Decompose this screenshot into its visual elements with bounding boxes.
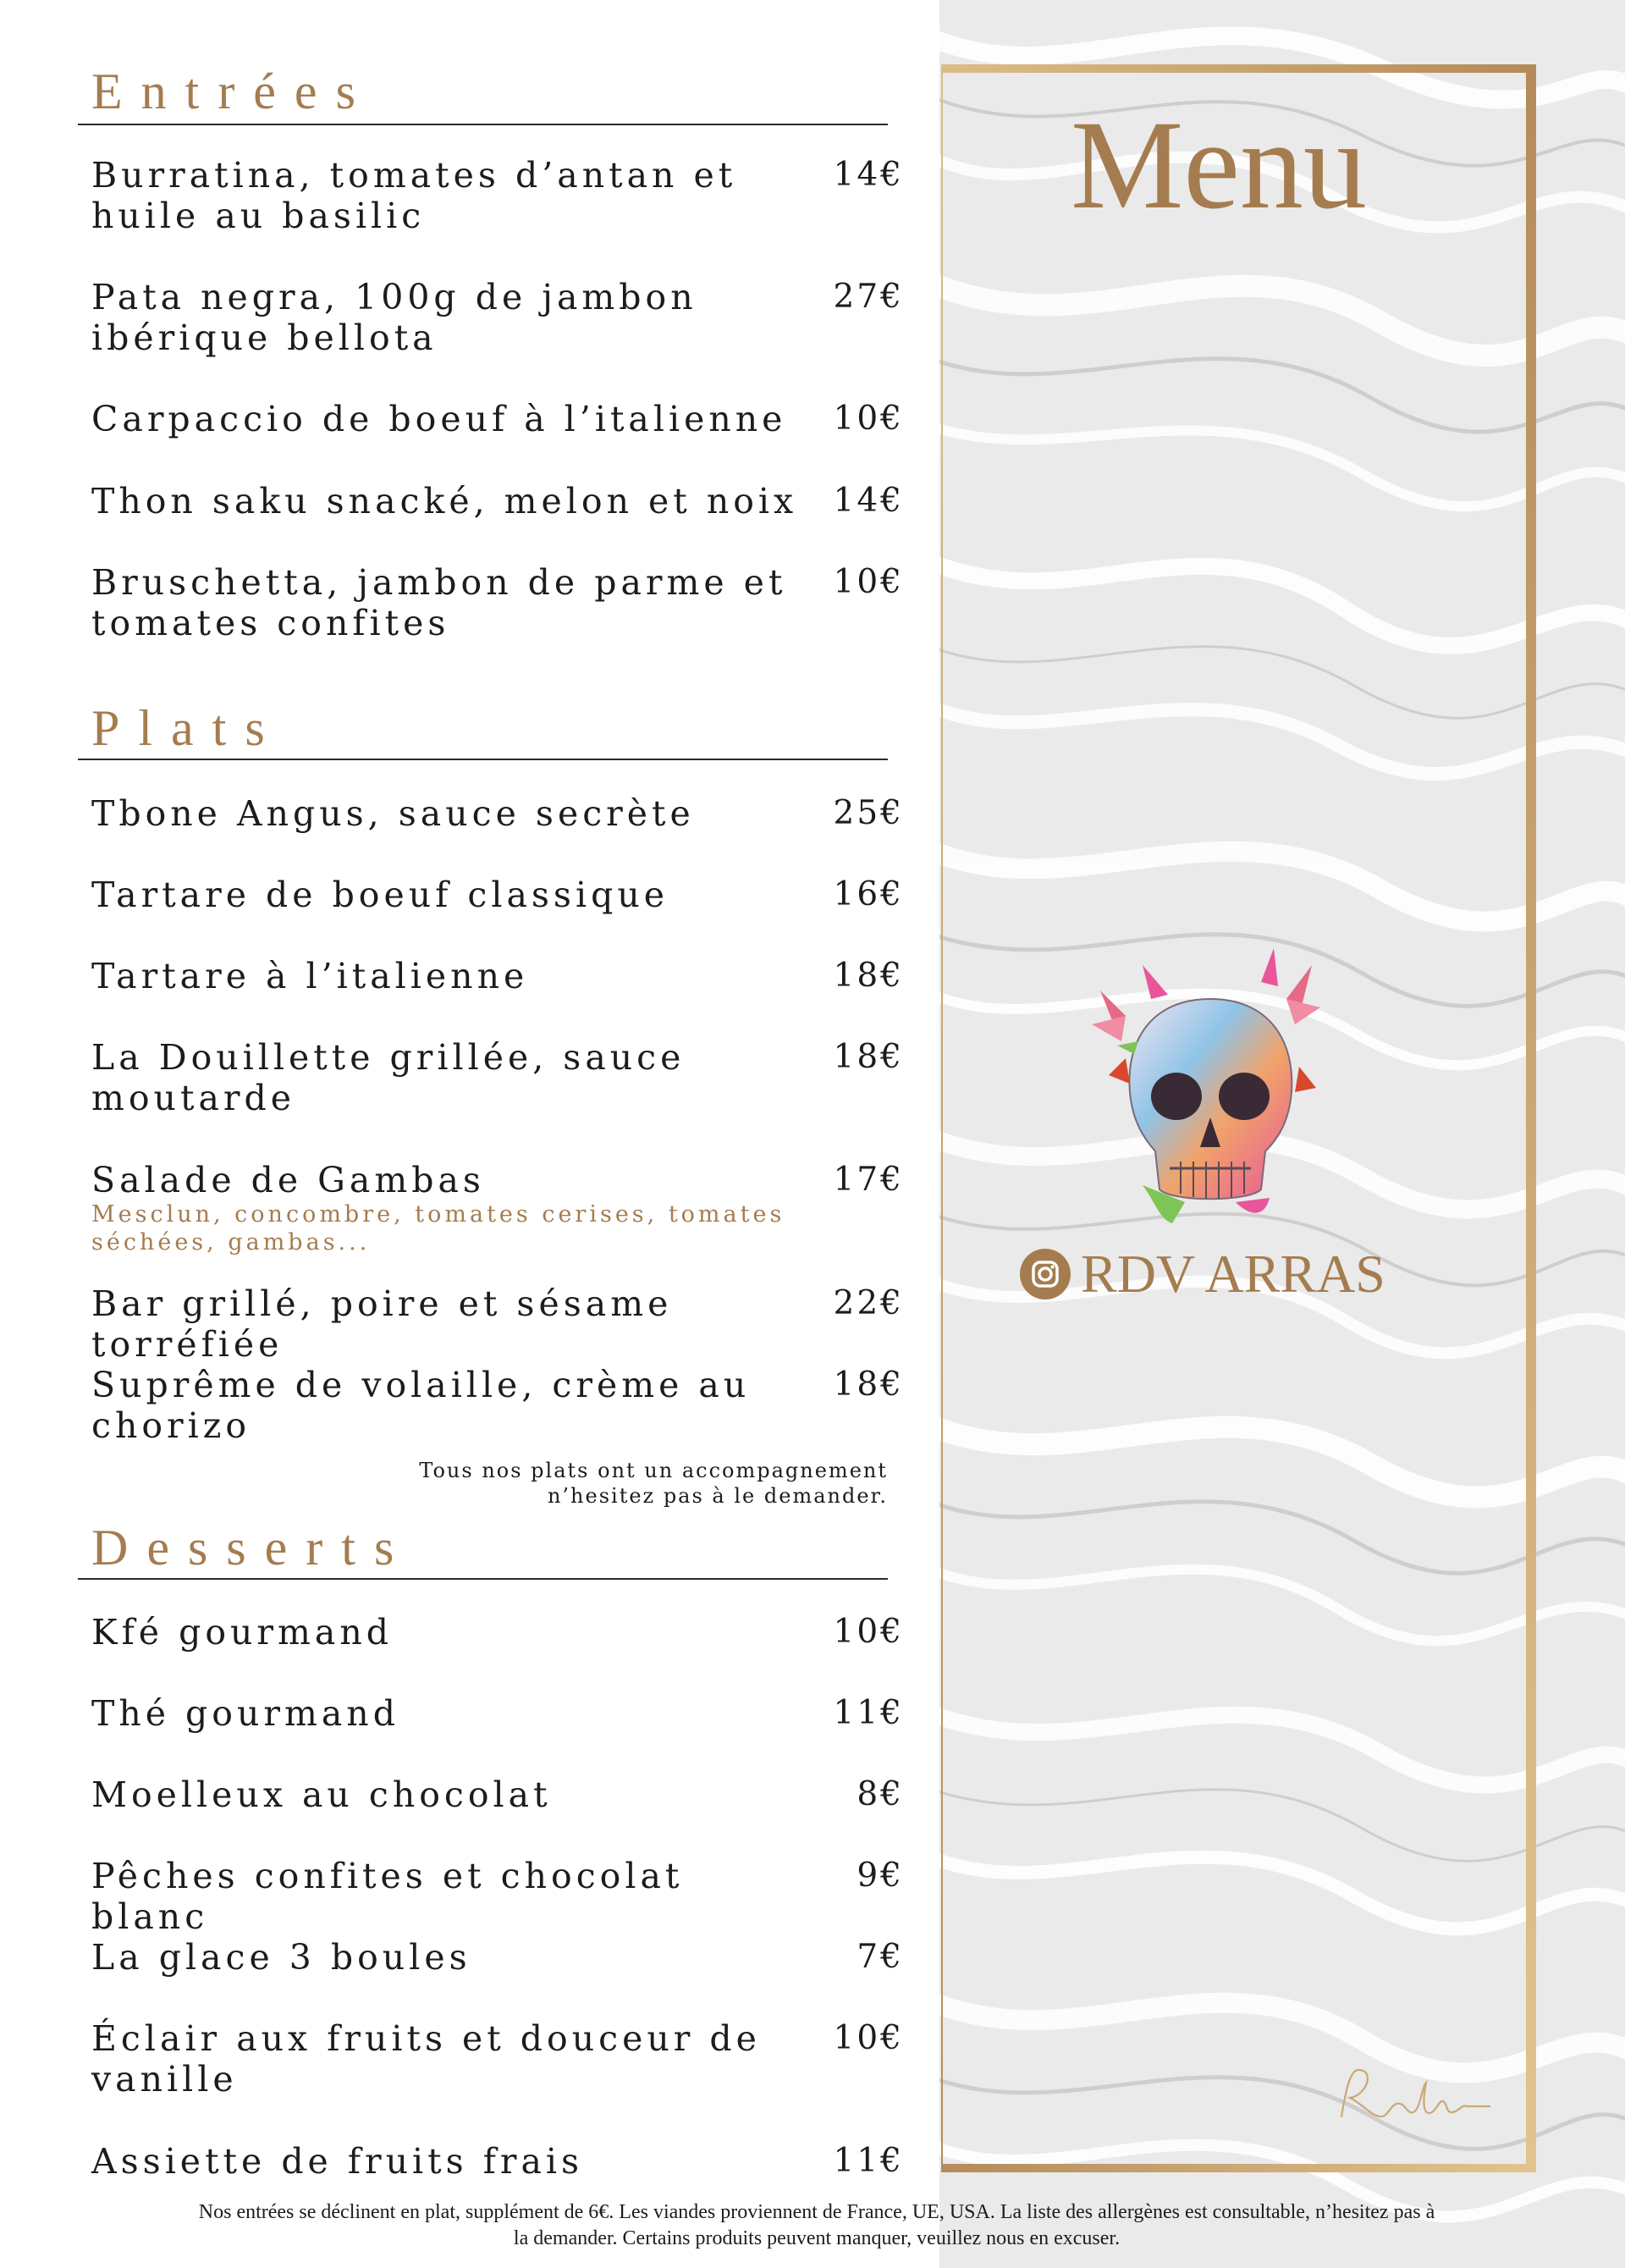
section-divider [78, 759, 888, 760]
item-price: 9€ [857, 1857, 904, 1895]
menu-item [91, 1283, 904, 1365]
footer-note: Nos entrées se déclinent en plat, supplément de 6€. Les viandes proviennent de France, UE, USA. La liste des allergènes est consultable, n’hesitez pas à la demander. Certains produits peuvent manquer, veuillez nous en excuser. [198, 2201, 1435, 2249]
menu-item [91, 399, 904, 439]
item-price: 18€ [833, 1038, 904, 1076]
menu-item [91, 155, 904, 236]
menu-item [91, 1774, 904, 1815]
section-divider [78, 124, 888, 125]
section-title-desserts: Desserts [91, 1520, 413, 1575]
item-name: Pata negra, 100g de jambon ibérique bellota [91, 277, 697, 358]
item-name: La Douillette grillée, sauce moutarde [91, 1037, 686, 1118]
item-name: La glace 3 boules [91, 1937, 471, 1978]
item-name: Kfé gourmand [91, 1612, 394, 1653]
item-price: 17€ [833, 1161, 904, 1199]
item-name: Bruschetta, jambon de parme et tomates confites [91, 562, 787, 643]
menu-item [91, 793, 904, 834]
item-name: Éclair aux fruits et douceur de vanille [91, 2018, 761, 2100]
item-price: 11€ [833, 2142, 904, 2180]
item-price: 18€ [833, 957, 904, 995]
instagram-handle: RDV ARRAS [1081, 1244, 1385, 1304]
side-dish-note: Tous nos plats ont un accompagnement n’hesitez pas à le demander. [419, 1459, 888, 1508]
instagram-link[interactable] [1020, 1244, 1385, 1304]
item-price: 10€ [833, 563, 904, 601]
instagram-icon [1020, 1249, 1071, 1300]
item-price: 11€ [833, 1694, 904, 1732]
menu-item [91, 1037, 904, 1118]
item-name: Suprême de volaille, crème au chorizo [91, 1365, 751, 1446]
menu-item [91, 1365, 904, 1446]
item-price: 7€ [857, 1938, 904, 1976]
item-name: Burratina, tomates d’antan et huile au basilic [91, 155, 737, 236]
item-price: 8€ [857, 1775, 904, 1813]
menu-item [91, 956, 904, 996]
item-price: 10€ [833, 1613, 904, 1651]
item-name: Carpaccio de boeuf à l’italienne [91, 399, 787, 439]
item-name: Assiette de fruits frais [91, 2141, 584, 2182]
item-name: Thon saku snacké, melon et noix [91, 481, 798, 521]
section-title-entrees: Entrées [91, 63, 374, 119]
item-price: 18€ [833, 1366, 904, 1404]
item-price: 22€ [833, 1284, 904, 1322]
menu-item [91, 1937, 904, 1978]
item-price: 10€ [833, 2019, 904, 2057]
menu-item [91, 481, 904, 521]
menu-item [91, 1693, 904, 1734]
menu-title: Menu [1071, 95, 1367, 235]
item-price: 14€ [833, 156, 904, 194]
item-name: Tartare de boeuf classique [91, 875, 669, 915]
skull-logo-icon [1092, 948, 1329, 1236]
item-price: 25€ [833, 794, 904, 832]
menu-item [91, 875, 904, 915]
item-name: Thé gourmand [91, 1693, 399, 1734]
item-price: 16€ [833, 875, 904, 913]
item-name: Tartare à l’italienne [91, 956, 529, 996]
item-description: Mesclun, concombre, tomates cerises, tomates séchées, gambas... [91, 1201, 785, 1255]
item-name: Bar grillé, poire et sésame torréfiée [91, 1283, 673, 1365]
menu-item [91, 562, 904, 643]
item-name: Pêches confites et chocolat blanc [91, 1856, 684, 1937]
item-price: 27€ [833, 278, 904, 316]
signature-icon [1329, 2057, 1498, 2133]
section-title-plats: Plats [91, 700, 284, 756]
item-price: 14€ [833, 482, 904, 520]
menu-item [91, 2141, 904, 2182]
menu-item [91, 277, 904, 358]
item-name: Tbone Angus, sauce secrète [91, 793, 695, 834]
menu-item [91, 1612, 904, 1653]
menu-item [91, 1856, 904, 1937]
menu-item [91, 1160, 904, 1256]
item-name: Moelleux au chocolat [91, 1774, 552, 1815]
menu-item [91, 2018, 904, 2100]
section-divider [78, 1578, 888, 1580]
item-price: 10€ [833, 400, 904, 438]
item-name: Salade de Gambas [91, 1160, 485, 1200]
